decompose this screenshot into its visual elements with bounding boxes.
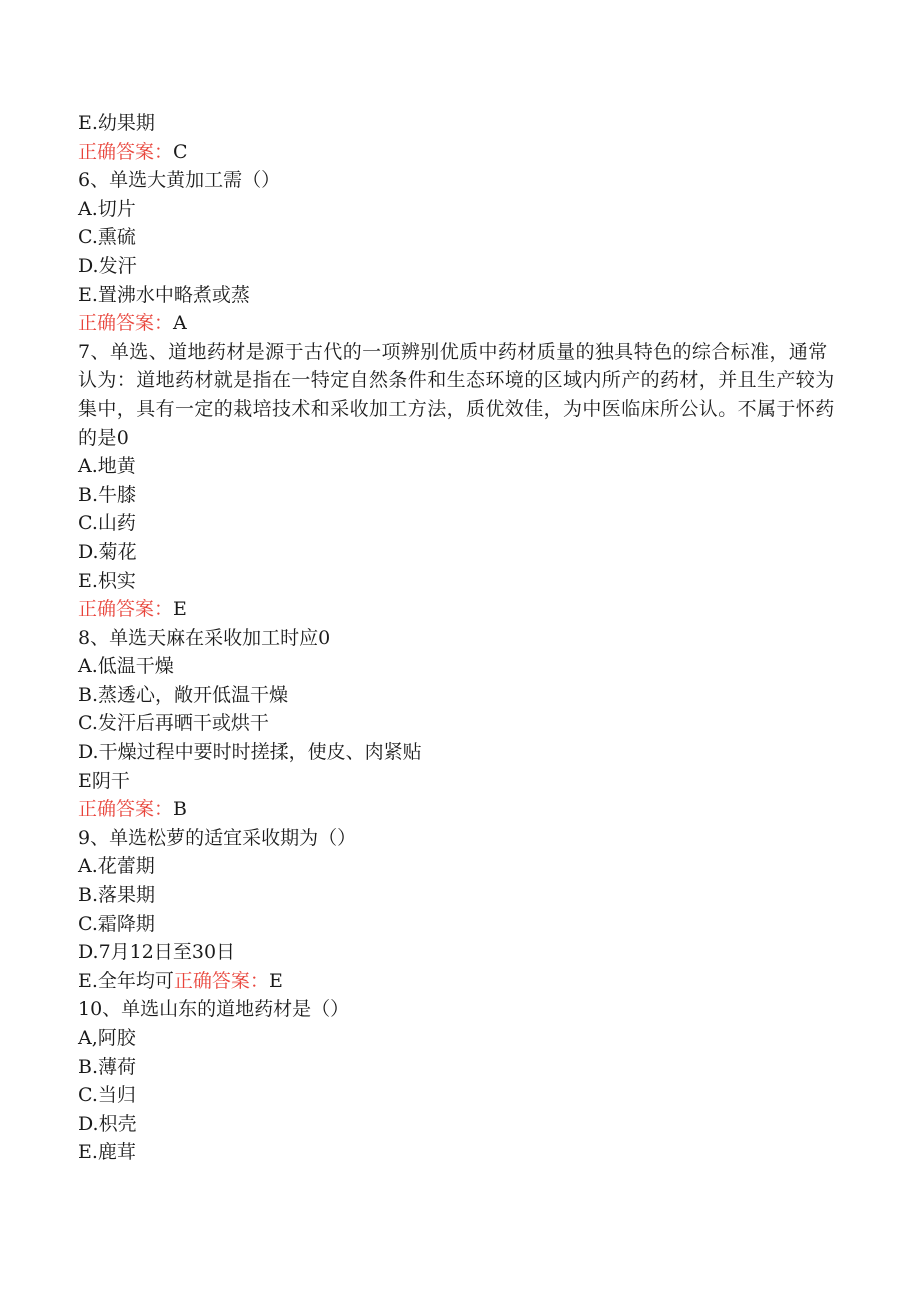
option-line: D.7月12日至30日: [78, 941, 236, 964]
option-line: D.菊花: [78, 540, 137, 563]
option-line: D.发汗: [78, 254, 137, 277]
option-line: C.当归: [78, 1084, 136, 1107]
question-text: 7、单选、道地药材是源于古代的一项辨别优质中药材质量的独具特色的综合标准，通常认为：道地药材就是指在一特定自然条件和生态环境的区域内所产的药材，并且生产较为集中，具有一定的栽培技术和采收加工方法，质优效佳，为中医临床所公认。不属于怀药的是0: [78, 340, 835, 449]
answer-label: 正确答案：: [173, 969, 269, 992]
answer-line: [78, 595, 838, 624]
option-line: E.枳实: [78, 569, 136, 592]
option-line: A.花蕾期: [78, 855, 155, 878]
answer-value: C: [173, 140, 188, 163]
option-line: A.低温干燥: [78, 655, 174, 678]
option-line: A.地黄: [78, 455, 136, 478]
option-line: C.山药: [78, 512, 136, 535]
answer-line: [78, 138, 838, 167]
option-line: C.霜降期: [78, 912, 155, 935]
question-text: 6、单选大黄加工需（）: [78, 169, 281, 192]
answer-label: 正确答案：: [78, 598, 174, 621]
answer-line: [78, 795, 838, 824]
option-line: E.幼果期: [78, 112, 155, 134]
option-line: E.鹿茸: [78, 1141, 136, 1164]
document-page: [78, 109, 838, 1167]
question-text: 9、单选松萝的适宜采收期为（）: [78, 826, 357, 849]
question-text: 10、单选山东的道地药材是（）: [78, 998, 350, 1021]
answer-label: 正确答案：: [78, 312, 174, 335]
question-text: 8、单选天麻在采收加工时应0: [78, 626, 331, 649]
answer-line: [78, 309, 838, 338]
option-line: E.置沸水中略煮或蒸: [78, 283, 250, 306]
option-line: B.牛膝: [78, 483, 137, 506]
answer-value: A: [173, 312, 187, 335]
option-answer-line: [78, 967, 838, 996]
option-line: A.切片: [78, 197, 136, 220]
option-line: B.蒸透心，敞开低温干燥: [78, 683, 289, 706]
option-line: B.薄荷: [78, 1055, 137, 1078]
option-line: D.枳壳: [78, 1112, 137, 1135]
option-line: C.熏硫: [78, 226, 136, 249]
answer-label: 正确答案：: [78, 140, 174, 163]
option-line: A,阿胶: [78, 1027, 136, 1049]
answer-label: 正确答案：: [78, 798, 174, 821]
option-text: E.全年均可: [78, 969, 174, 992]
answer-value: B: [173, 798, 187, 821]
answer-value: E: [268, 969, 283, 992]
option-line: B.落果期: [78, 884, 156, 907]
answer-value: E: [173, 598, 187, 621]
option-line: D.干燥过程中要时时搓揉，使皮、肉紧贴: [78, 741, 422, 764]
option-line: C.发汗后再晒干或烘干: [78, 712, 269, 735]
option-line: E阴干: [78, 769, 130, 792]
